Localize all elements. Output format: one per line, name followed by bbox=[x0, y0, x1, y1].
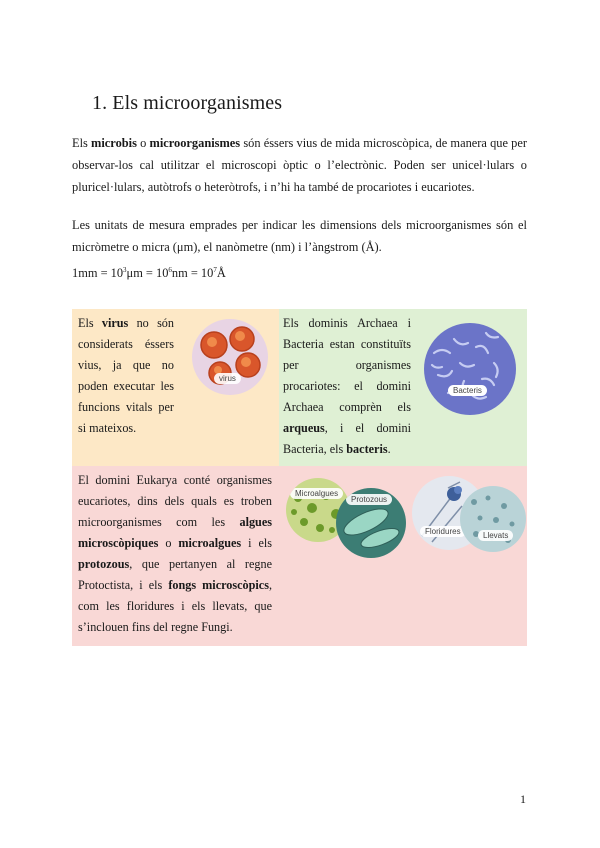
virus-cell bbox=[72, 309, 279, 466]
units-paragraph: Les unitats de mesura emprades per indicar les dimensions dels microorganismes són el micròmetre o micra (μm), el nanòmetre (nm) i l’àngstrom (Å). bbox=[72, 218, 527, 254]
term-microbis: microbis bbox=[91, 136, 137, 150]
page-number: 1 bbox=[520, 792, 526, 806]
virus-image-label: virus bbox=[214, 373, 241, 384]
llevats-image bbox=[460, 486, 526, 552]
virus-text: Els virus no són considerats éssers vius, ja que no poden executar les funcions vitals per si mateixos. bbox=[78, 316, 174, 435]
bacteria-cell bbox=[279, 309, 527, 466]
bacteria-illustration bbox=[424, 323, 516, 415]
bacteria-text: Els dominis Archaea i Bacteria estan constituïts per organismes procariotes: el domini Archaea comprèn els arqueus, i el domini Bacteria, els bacteris. bbox=[283, 316, 411, 456]
term-virus: virus bbox=[101, 316, 129, 330]
microalgues-label: Microalgues bbox=[290, 488, 343, 499]
term-fongs: fongs microscòpics bbox=[168, 578, 269, 592]
term-protozous: protozous bbox=[78, 557, 130, 571]
term-microalgues: microalgues bbox=[178, 536, 242, 550]
llevats-label: Llevats bbox=[478, 530, 513, 541]
protozous-label: Protozous bbox=[346, 494, 392, 505]
term-bacteris: bacteris bbox=[346, 442, 388, 456]
term-arqueus: arqueus bbox=[283, 421, 325, 435]
floridures-label: Floridures bbox=[420, 526, 466, 537]
bacteria-image-label: Bacteris bbox=[448, 385, 487, 396]
eukarya-cell bbox=[72, 466, 527, 646]
term-algues: algues microscòpiques bbox=[78, 515, 272, 550]
intro-paragraph: Els microbis o microorganismes són éssers vius de mida microscòpica, de manera que per observar-los cal utilitzar el microscopi òptic o l’electrònic. Poden ser unicel·lulars o pluricel·lulars, autòtrofs o heteròtrofs, i n’hi ha també de procariotes i eucariotes. bbox=[72, 136, 527, 194]
unit-formula: $1mm = 10^3\mu m = 10^6nm$ = $10^7Å$ bbox=[72, 266, 226, 280]
protozous-image bbox=[336, 488, 406, 558]
llevats-illustration bbox=[460, 486, 526, 552]
bacteria-image bbox=[424, 323, 516, 415]
page-title: 1. Els microorganismes bbox=[92, 92, 283, 114]
virus-image bbox=[192, 319, 268, 395]
term-microorganismes: microorganismes bbox=[149, 136, 241, 150]
eukarya-text: El domini Eukarya conté organismes eucariotes, dins dels quals es troben microorganismes com les algues microscòpiques o microalgues i els protozous, que pertanyen al regne Protoctista, i els fongs microscòpics, com les floridures i els llevats, que s’inclouen fins del regne Fungi. bbox=[78, 473, 272, 634]
